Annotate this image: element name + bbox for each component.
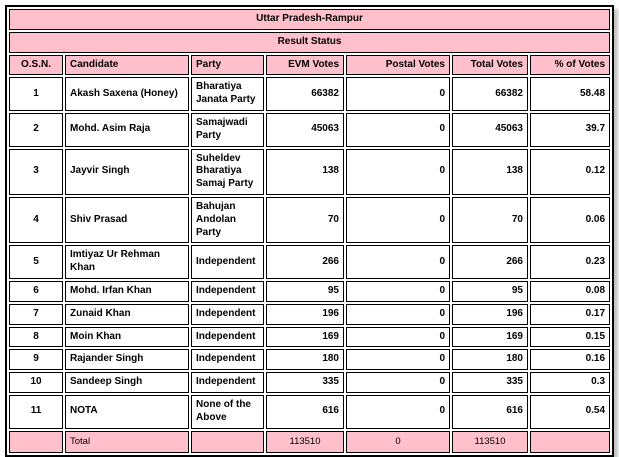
- postal-votes-cell: 0: [346, 372, 450, 393]
- total-pct-votes: [530, 431, 610, 453]
- total-votes-cell: 616: [452, 395, 528, 429]
- osn-cell: 5: [9, 245, 63, 279]
- evm-votes-cell: 70: [266, 197, 344, 243]
- postal-votes-cell: 0: [346, 349, 450, 370]
- total-evm-votes: 113510: [266, 431, 344, 453]
- evm-votes-cell: 616: [266, 395, 344, 429]
- total-osn-cell: [9, 431, 63, 453]
- results-body: [9, 77, 610, 428]
- party-cell: Independent: [191, 245, 264, 279]
- pct-votes-cell: 0.12: [530, 149, 610, 195]
- column-header-party: Party: [191, 55, 264, 76]
- evm-votes-cell: 45063: [266, 113, 344, 147]
- subtitle-row: [9, 32, 610, 53]
- total-votes-cell: 169: [452, 327, 528, 348]
- table-row: [9, 304, 610, 325]
- column-header-candidate: Candidate: [65, 55, 189, 76]
- candidate-cell: Mohd. Asim Raja: [65, 113, 189, 147]
- candidate-cell: NOTA: [65, 395, 189, 429]
- column-header-pct-votes: % of Votes: [530, 55, 610, 76]
- party-cell: Independent: [191, 304, 264, 325]
- table-row: [9, 149, 610, 195]
- total-votes-cell: 180: [452, 349, 528, 370]
- pct-votes-cell: 0.15: [530, 327, 610, 348]
- postal-votes-cell: 0: [346, 304, 450, 325]
- table-row: [9, 245, 610, 279]
- party-cell: Independent: [191, 281, 264, 302]
- table-row: [9, 372, 610, 393]
- column-header-row: [9, 55, 610, 76]
- party-cell: Independent: [191, 327, 264, 348]
- column-header-evm-votes: EVM Votes: [266, 55, 344, 76]
- candidate-cell: Mohd. Irfan Khan: [65, 281, 189, 302]
- party-cell: Bahujan Andolan Party: [191, 197, 264, 243]
- candidate-cell: Akash Saxena (Honey): [65, 77, 189, 111]
- total-party-cell: [191, 431, 264, 453]
- postal-votes-cell: 0: [346, 113, 450, 147]
- evm-votes-cell: 138: [266, 149, 344, 195]
- osn-cell: 6: [9, 281, 63, 302]
- evm-votes-cell: 266: [266, 245, 344, 279]
- pct-votes-cell: 0.17: [530, 304, 610, 325]
- osn-cell: 3: [9, 149, 63, 195]
- osn-cell: 10: [9, 372, 63, 393]
- postal-votes-cell: 0: [346, 281, 450, 302]
- osn-cell: 4: [9, 197, 63, 243]
- total-votes-cell: 70: [452, 197, 528, 243]
- candidate-cell: Moin Khan: [65, 327, 189, 348]
- evm-votes-cell: 196: [266, 304, 344, 325]
- party-cell: None of the Above: [191, 395, 264, 429]
- total-votes-cell: 138: [452, 149, 528, 195]
- postal-votes-cell: 0: [346, 327, 450, 348]
- pct-votes-cell: 0.16: [530, 349, 610, 370]
- total-votes-cell: 266: [452, 245, 528, 279]
- result-status-label: Result Status: [9, 32, 610, 53]
- candidate-cell: Rajander Singh: [65, 349, 189, 370]
- party-cell: Independent: [191, 372, 264, 393]
- party-cell: Samajwadi Party: [191, 113, 264, 147]
- evm-votes-cell: 66382: [266, 77, 344, 111]
- title-row: [9, 9, 610, 30]
- total-total-votes: 113510: [452, 431, 528, 453]
- pct-votes-cell: 58.48: [530, 77, 610, 111]
- table-row: [9, 113, 610, 147]
- candidate-cell: Zunaid Khan: [65, 304, 189, 325]
- pct-votes-cell: 39.7: [530, 113, 610, 147]
- table-row: [9, 349, 610, 370]
- osn-cell: 8: [9, 327, 63, 348]
- total-label: Total: [65, 431, 189, 453]
- candidate-cell: Imtiyaz Ur Rehman Khan: [65, 245, 189, 279]
- table-row: [9, 281, 610, 302]
- party-cell: Bharatiya Janata Party: [191, 77, 264, 111]
- osn-cell: 9: [9, 349, 63, 370]
- total-row: [9, 431, 610, 453]
- osn-cell: 11: [9, 395, 63, 429]
- postal-votes-cell: 0: [346, 245, 450, 279]
- table-footer: [9, 431, 610, 453]
- osn-cell: 2: [9, 113, 63, 147]
- osn-cell: 7: [9, 304, 63, 325]
- total-votes-cell: 335: [452, 372, 528, 393]
- pct-votes-cell: 0.3: [530, 372, 610, 393]
- column-header-total-votes: Total Votes: [452, 55, 528, 76]
- total-votes-cell: 196: [452, 304, 528, 325]
- pct-votes-cell: 0.06: [530, 197, 610, 243]
- pct-votes-cell: 0.54: [530, 395, 610, 429]
- column-header-osn: O.S.N.: [9, 55, 63, 76]
- evm-votes-cell: 95: [266, 281, 344, 302]
- table-row: [9, 395, 610, 429]
- table-row: [9, 327, 610, 348]
- candidate-cell: Jayvir Singh: [65, 149, 189, 195]
- postal-votes-cell: 0: [346, 149, 450, 195]
- evm-votes-cell: 180: [266, 349, 344, 370]
- table-row: [9, 197, 610, 243]
- postal-votes-cell: 0: [346, 395, 450, 429]
- postal-votes-cell: 0: [346, 197, 450, 243]
- total-votes-cell: 45063: [452, 113, 528, 147]
- table-row: [9, 77, 610, 111]
- table-head: [9, 9, 610, 75]
- evm-votes-cell: 169: [266, 327, 344, 348]
- postal-votes-cell: 0: [346, 77, 450, 111]
- total-votes-cell: 95: [452, 281, 528, 302]
- column-header-postal-votes: Postal Votes: [346, 55, 450, 76]
- total-postal-votes: 0: [346, 431, 450, 453]
- page-title: Uttar Pradesh-Rampur: [9, 9, 610, 30]
- pct-votes-cell: 0.23: [530, 245, 610, 279]
- candidate-cell: Sandeep Singh: [65, 372, 189, 393]
- pct-votes-cell: 0.08: [530, 281, 610, 302]
- candidate-cell: Shiv Prasad: [65, 197, 189, 243]
- evm-votes-cell: 335: [266, 372, 344, 393]
- osn-cell: 1: [9, 77, 63, 111]
- total-votes-cell: 66382: [452, 77, 528, 111]
- party-cell: Independent: [191, 349, 264, 370]
- results-table: [5, 5, 614, 457]
- party-cell: Suheldev Bharatiya Samaj Party: [191, 149, 264, 195]
